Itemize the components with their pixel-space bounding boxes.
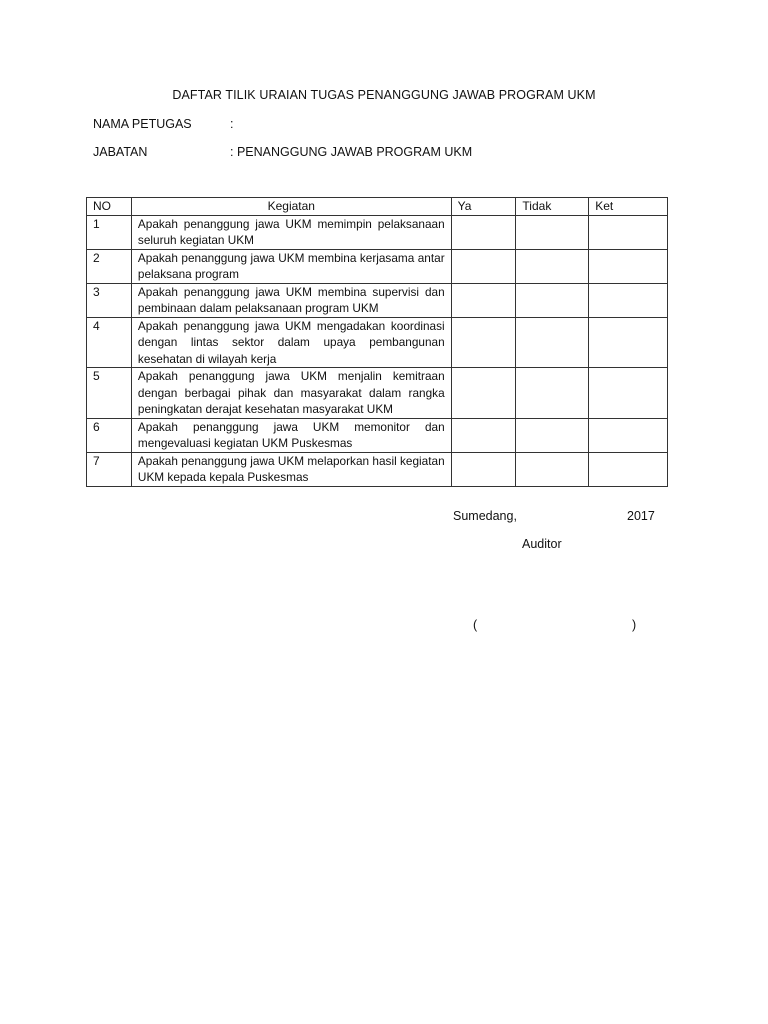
- table-row: [87, 283, 668, 317]
- row-number: 2: [87, 249, 132, 283]
- table-row: [87, 215, 668, 249]
- row-number: 3: [87, 283, 132, 317]
- row-tidak-cell: [516, 368, 589, 419]
- nama-petugas-value: :: [230, 117, 234, 131]
- row-tidak-cell: [516, 418, 589, 452]
- row-number: 7: [87, 452, 132, 486]
- row-ya-cell: [451, 283, 516, 317]
- nama-petugas-label: NAMA PETUGAS: [93, 117, 192, 131]
- table-header-row: [87, 198, 668, 216]
- row-kegiatan: Apakah penanggung jawa UKM mengadakan koordinasi dengan lintas sektor dalam upaya pembangunan kesehatan di wilayah kerja: [131, 317, 451, 368]
- header-ya: Ya: [451, 198, 516, 216]
- table-row: [87, 249, 668, 283]
- row-ket-cell: [589, 283, 668, 317]
- row-ya-cell: [451, 215, 516, 249]
- row-kegiatan: Apakah penanggung jawa UKM memonitor dan mengevaluasi kegiatan UKM Puskesmas: [131, 418, 451, 452]
- row-ket-cell: [589, 418, 668, 452]
- row-kegiatan: Apakah penanggung jawa UKM menjalin kemitraan dengan berbagai pihak dan masyarakat dalam rangka peningkatan derajat kesehatan masyarakat UKM: [131, 368, 451, 419]
- document-title: DAFTAR TILIK URAIAN TUGAS PENANGGUNG JAWAB PROGRAM UKM: [172, 88, 596, 102]
- jabatan-value: : PENANGGUNG JAWAB PROGRAM UKM: [230, 145, 473, 159]
- row-tidak-cell: [516, 452, 589, 486]
- row-kegiatan: Apakah penanggung jawa UKM melaporkan hasil kegiatan UKM kepada kepala Puskesmas: [131, 452, 451, 486]
- header-no: NO: [87, 198, 132, 216]
- row-tidak-cell: [516, 215, 589, 249]
- row-ket-cell: [589, 215, 668, 249]
- table-row: [87, 368, 668, 419]
- table-row: [87, 418, 668, 452]
- checklist-table: [86, 197, 668, 487]
- row-tidak-cell: [516, 283, 589, 317]
- row-tidak-cell: [516, 249, 589, 283]
- row-ket-cell: [589, 368, 668, 419]
- signature-paren-close: ): [632, 618, 637, 632]
- row-number: 5: [87, 368, 132, 419]
- row-number: 6: [87, 418, 132, 452]
- header-tidak: Tidak: [516, 198, 589, 216]
- row-number: 4: [87, 317, 132, 368]
- row-ya-cell: [451, 368, 516, 419]
- row-ya-cell: [451, 249, 516, 283]
- row-ya-cell: [451, 418, 516, 452]
- table-row: [87, 452, 668, 486]
- row-ya-cell: [451, 317, 516, 368]
- row-tidak-cell: [516, 317, 589, 368]
- row-ket-cell: [589, 317, 668, 368]
- row-ket-cell: [589, 249, 668, 283]
- table-row: [87, 317, 668, 368]
- signature-paren-open: (: [473, 618, 478, 632]
- signature-role: Auditor: [522, 537, 562, 551]
- row-ket-cell: [589, 452, 668, 486]
- row-kegiatan: Apakah penanggung jawa UKM memimpin pelaksanaan seluruh kegiatan UKM: [131, 215, 451, 249]
- row-kegiatan: Apakah penanggung jawa UKM membina kerjasama antar pelaksana program: [131, 249, 451, 283]
- row-number: 1: [87, 215, 132, 249]
- header-ket: Ket: [589, 198, 668, 216]
- signature-place: Sumedang,: [453, 509, 517, 523]
- header-kegiatan: Kegiatan: [131, 198, 451, 216]
- row-ya-cell: [451, 452, 516, 486]
- signature-year: 2017: [627, 509, 655, 523]
- row-kegiatan: Apakah penanggung jawa UKM membina supervisi dan pembinaan dalam pelaksanaan program UKM: [131, 283, 451, 317]
- jabatan-label: JABATAN: [93, 145, 148, 159]
